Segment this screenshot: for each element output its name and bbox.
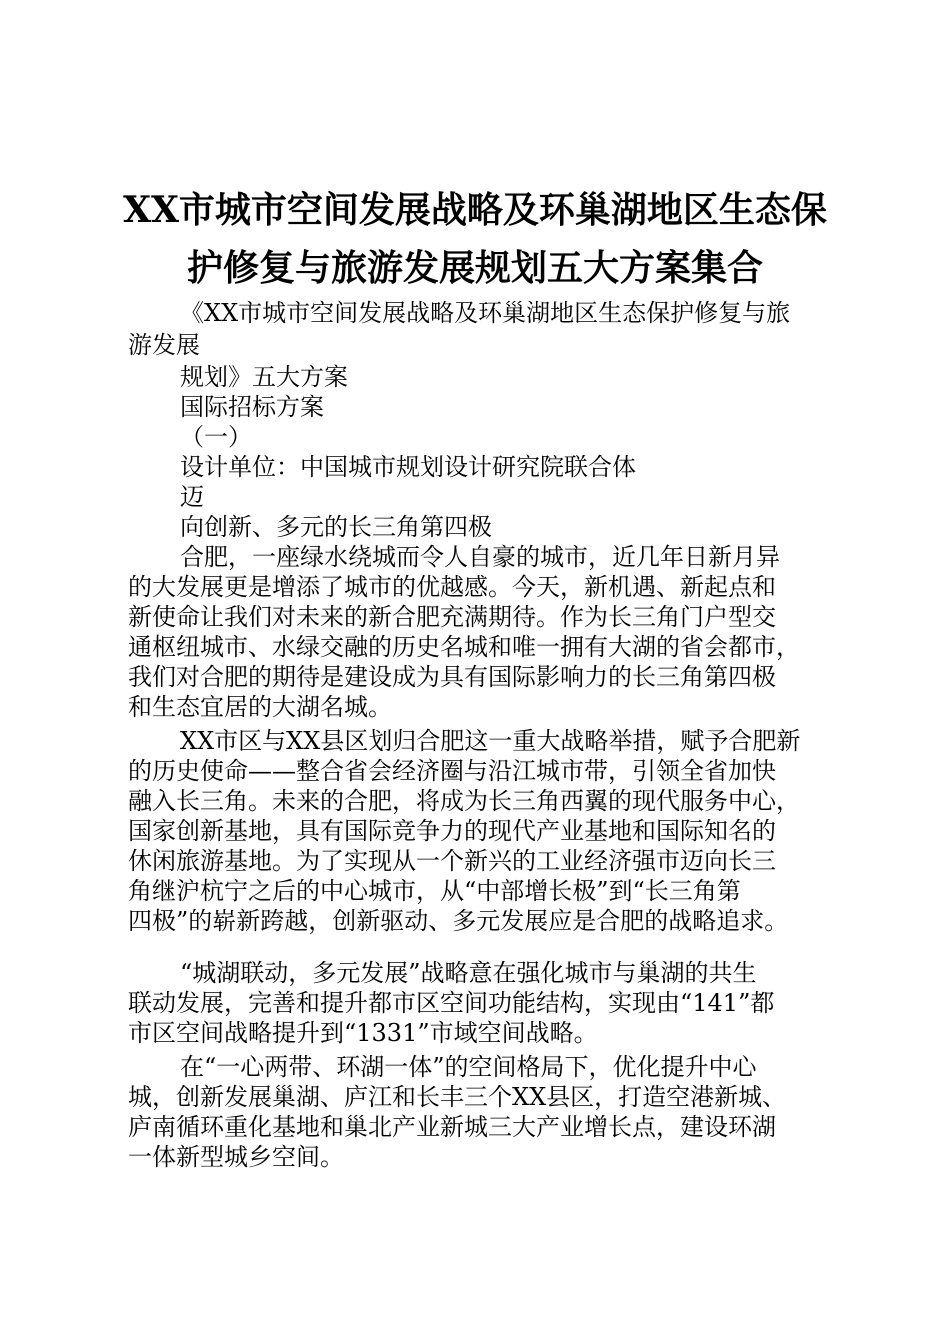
paragraph-line: 的大发展更是增添了城市的优越感。今天，新机遇、新起点和 (128, 573, 776, 601)
paragraph-line: 新使命让我们对未来的新合肥充满期待。作为长三角门户型交 (128, 603, 776, 631)
paragraph-line: 的历史使命——整合省会经济圈与沿江城市带，引领全省加快 (128, 757, 776, 785)
paragraph-line: 休闲旅游基地。为了实现从一个新兴的工业经济强市迈向长三 (128, 847, 776, 875)
paragraph-line: XX市区与XX县区划归合肥这一重大战略举措，赋予合肥新 (180, 727, 801, 755)
paragraph-line: 市区空间战略提升到“1331”市域空间战略。 (128, 1019, 598, 1047)
paragraph-line: 城，创新发展巢湖、庐江和长丰三个XX县区，打造空港新城、 (128, 1083, 787, 1111)
body-line: 游发展 (128, 331, 200, 359)
body-line: 向创新、多元的长三角第四极 (180, 513, 492, 541)
body-line: 国际招标方案 (180, 393, 324, 421)
paragraph-line: “城湖联动，多元发展”战略意在强化城市与巢湖的共生 (180, 959, 757, 987)
paragraph-line: 角继沪杭宁之后的中心城市，从“中部增长极”到“长三角第 (128, 877, 741, 905)
paragraph-line: 庐南循环重化基地和巢北产业新城三大产业增长点，建设环湖 (128, 1113, 776, 1141)
title-line-2: 护修复与旅游发展规划五大方案集合 (186, 247, 763, 289)
body-line: （一） (180, 423, 252, 451)
paragraph-line: 一体新型城乡空间。 (128, 1143, 344, 1171)
body-line: 设计单位：中国城市规划设计研究院联合体 (180, 453, 636, 481)
paragraph-line: 四极”的崭新跨越，创新驱动、多元发展应是合肥的战略追求。 (128, 907, 789, 935)
body-line: 《XX市城市空间发展战略及环巢湖地区生态保护修复与旅 (180, 299, 791, 327)
paragraph-line: 通枢纽城市、水绿交融的历史名城和唯一拥有大湖的省会都市， (128, 633, 800, 661)
paragraph-line: 联动发展，完善和提升都市区空间功能结构，实现由“141”都 (128, 989, 775, 1017)
paragraph-line: 和生态宜居的大湖名城。 (128, 693, 392, 721)
paragraph-line: 融入长三角。未来的合肥，将成为长三角西翼的现代服务中心， (128, 787, 800, 815)
paragraph-line: 在“一心两带、环湖一体”的空间格局下，优化提升中心 (180, 1053, 757, 1081)
title-line-1: XX市城市空间发展战略及环巢湖地区生态保 (123, 189, 827, 231)
body-line: 规划》五大方案 (180, 363, 348, 391)
paragraph-line: 我们对合肥的期待是建设成为具有国际影响力的长三角第四极 (128, 663, 776, 691)
paragraph-line: 合肥，一座绿水绕城而令人自豪的城市，近几年日新月异 (180, 543, 780, 571)
body-line: 迈 (180, 483, 204, 511)
paragraph-line: 国家创新基地，具有国际竞争力的现代产业基地和国际知名的 (128, 817, 776, 845)
